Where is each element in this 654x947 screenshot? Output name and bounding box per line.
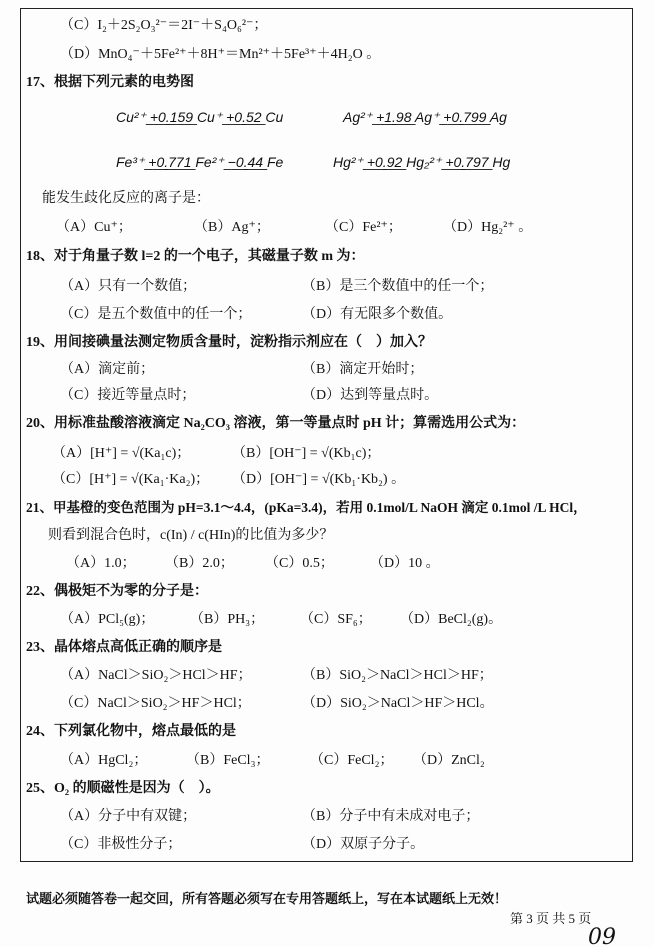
q21-option-b: （B）2.0；: [165, 556, 234, 571]
q18-stem: 18、对于角量子数 l=2 的一个电子，其磁量子数 m 为：: [26, 249, 365, 264]
q24-option-b: （B）FeCl₃；: [186, 753, 270, 768]
q21-stem-continued: 则看到混合色时，c(In) / c(HIn)的比值为多少？: [48, 528, 334, 543]
q17-option-d: （D）Hg₂²⁺ 。: [443, 220, 533, 235]
q19-option-d: （D）达到等量点时。: [302, 388, 439, 403]
q17-diagram-fe: Fe³⁺ ̲+̲0̲.̲7̲7̲1̲ Fe²⁺ ̲−̲0̲.̲4̲4̲ Fe: [116, 154, 284, 170]
q18-option-a: （A）只有一个数值；: [60, 279, 197, 294]
q19-option-b: （B）滴定开始时；: [302, 362, 424, 377]
q17-substem: 能发生歧化反应的离子是：: [42, 191, 210, 206]
q18-option-b: （B）是三个数值中的任一个；: [302, 279, 494, 294]
q22-option-c: （C）SF₆；: [300, 612, 372, 627]
q23-stem: 23、晶体熔点高低正确的顺序是: [26, 640, 222, 655]
footer-notice: 试题必须随答卷一起交回，所有答题必须写在专用答题纸上，写在本试题纸上无效！: [26, 891, 508, 906]
q19-option-a: （A）滴定前；: [60, 362, 155, 377]
q22-option-a: （A）PCl₅(g)；: [60, 612, 155, 627]
page-number: 第 3 页 共 5 页: [510, 911, 592, 926]
q24-option-c: （C）FeCl₂；: [310, 753, 394, 768]
q21-stem: 21、甲基橙的变色范围为 pH=3.1～4.4，(pKa=3.4)，若用 0.1mol/L NaOH 滴定 0.1mol /L HCl，: [26, 500, 587, 515]
q25-option-a: （A）分子中有双键；: [60, 809, 197, 824]
q16-option-c: （C）I₂＋2S₂O₃²⁻＝2I⁻＋S₄O₆²⁻；: [60, 18, 268, 33]
q23-option-a: （A）NaCl＞SiO₂＞HCl＞HF；: [60, 668, 252, 683]
q23-option-c: （C）NaCl＞SiO₂＞HF＞HCl；: [60, 696, 251, 711]
q18-option-d: （D）有无限多个数值。: [302, 307, 453, 322]
handwritten-mark: 09: [588, 925, 616, 947]
q24-option-a: （A）HgCl₂；: [60, 753, 148, 768]
q21-option-c: （C）0.5；: [265, 556, 334, 571]
q18-option-c: （C）是五个数值中的任一个；: [60, 307, 252, 322]
q25-option-b: （B）分子中有未成对电子；: [302, 809, 480, 824]
q22-option-b: （B）PH₃；: [190, 612, 265, 627]
q17-option-a: （A）Cu⁺；: [56, 220, 132, 235]
q22-option-d: （D）BeCl₂(g)。: [400, 612, 503, 627]
q24-option-d: （D）ZnCl₂: [413, 753, 485, 768]
q24-stem: 24、下列氯化物中，熔点最低的是: [26, 724, 236, 739]
q22-stem: 22、偶极矩不为零的分子是：: [26, 584, 208, 599]
q16-option-d: （D）MnO₄⁻＋5Fe²⁺＋8H⁺＝Mn²⁺＋5Fe³⁺＋4H₂O 。: [60, 47, 381, 62]
q17-diagram-hg: Hg²⁺ ̲+̲0̲.̲9̲2̲ Hg₂²⁺ ̲+̲0̲.̲7̲9̲7̲ Hg: [333, 154, 511, 170]
q19-option-c: （C）接近等量点时；: [60, 388, 196, 403]
q25-stem: 25、O₂ 的顺磁性是因为（ ）。: [26, 781, 220, 796]
q21-option-a: （A）1.0；: [66, 556, 136, 571]
q20-stem: 20、用标准盐酸溶液滴定 Na₂CO₃ 溶液，第一等量点时 pH 计；算需选用公式为：: [26, 416, 526, 431]
q20-option-d: （D）[OH⁻] = √(Kb₁·Kb₂) 。: [232, 472, 406, 487]
q25-option-d: （D）双原子分子。: [302, 837, 425, 852]
q17-option-b: （B）Ag⁺；: [194, 220, 270, 235]
q21-option-d: （D）10 。: [370, 556, 440, 571]
q19-stem: 19、用间接碘量法测定物质含量时，淀粉指示剂应在（ ）加入？: [26, 335, 432, 350]
q17-stem: 17、根据下列元素的电势图: [26, 75, 194, 90]
q17-option-c: （C）Fe²⁺；: [325, 220, 402, 235]
q23-option-b: （B）SiO₂＞NaCl＞HCl＞HF；: [302, 668, 493, 683]
q20-option-b: （B）[OH⁻] = √(Kb₁c)；: [232, 446, 381, 461]
q23-option-d: （D）SiO₂＞NaCl＞HF＞HCl。: [302, 696, 494, 711]
q25-option-c: （C）非极性分子；: [60, 837, 182, 852]
q20-option-c: （C）[H⁺] = √(Ka₁·Ka₂)；: [52, 472, 210, 487]
q17-diagram-cu: Cu²⁺ ̲+̲0̲.̲1̲5̲9̲ Cu⁺ ̲+̲0̲.̲5̲2̲ Cu: [116, 109, 284, 125]
q17-diagram-ag: Ag²⁺ ̲+̲1̲.̲9̲8̲ Ag⁺ ̲+̲0̲.̲7̲9̲9̲ Ag: [343, 109, 507, 125]
q20-option-a: （A）[H⁺] = √(Ka₁c)；: [52, 446, 191, 461]
